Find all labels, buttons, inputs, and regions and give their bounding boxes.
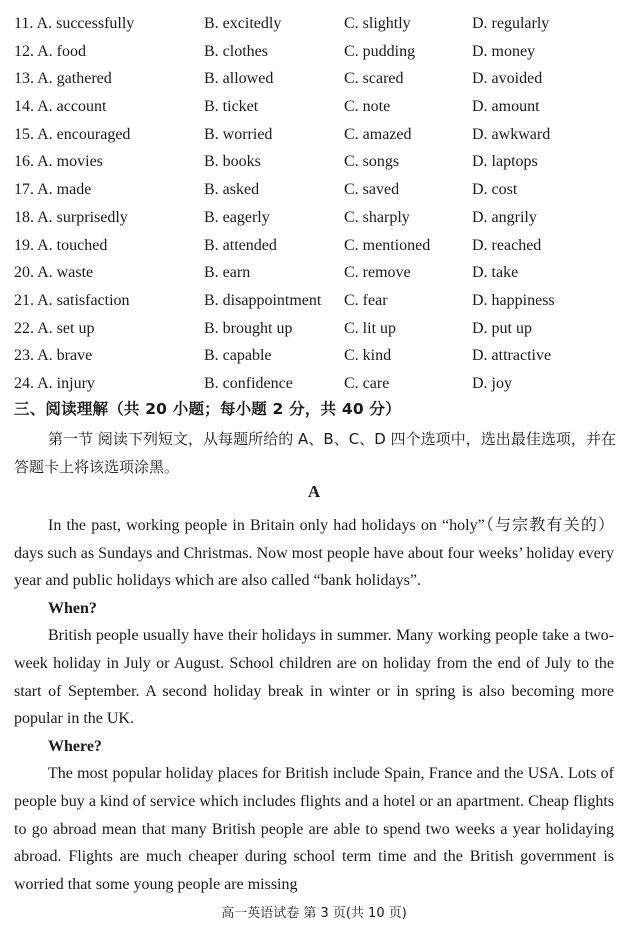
option-a: 23. A. brave	[14, 347, 93, 365]
option-row	[14, 93, 624, 121]
option-c: C. care	[344, 374, 390, 392]
option-c: C. amazed	[344, 125, 412, 143]
option-a: 17. A. made	[14, 181, 92, 199]
subheading-when: When?	[48, 599, 97, 617]
passage-label: A	[307, 482, 321, 501]
option-row	[14, 370, 624, 398]
option-row	[14, 287, 624, 315]
option-a: 19. A. touched	[14, 236, 108, 254]
option-d: D. cost	[472, 181, 518, 199]
option-b: B. asked	[204, 181, 260, 199]
passage	[14, 512, 614, 898]
page-footer: 高一英语试卷 第 3 页(共 10 页)	[221, 906, 407, 921]
option-b: B. disappointment	[204, 291, 322, 309]
option-row	[14, 176, 624, 204]
section-heading: 三、阅读理解（共 20 小题；每小题 2 分，共 40 分）	[14, 400, 401, 418]
option-c: C. slightly	[344, 15, 411, 32]
option-b: B. clothes	[204, 42, 268, 60]
options-list	[14, 10, 624, 398]
option-row	[14, 121, 624, 149]
option-d: D. amount	[472, 98, 540, 116]
option-b: B. capable	[204, 347, 272, 365]
option-d: D. attractive	[472, 347, 552, 365]
option-d: D. take	[472, 264, 519, 282]
option-a: 14. A. account	[14, 98, 107, 116]
option-a: 21. A. satisfaction	[14, 291, 130, 309]
option-row	[14, 259, 624, 287]
option-d: D. reached	[472, 236, 542, 254]
option-b: B. allowed	[204, 70, 274, 88]
option-row	[14, 204, 624, 232]
option-a: 11. A. successfully	[14, 15, 135, 32]
section-instructions: 第一节 阅读下列短文，从每题所给的 A、B、C、D 四个选项中，选出最佳选项，并在答题卡上将该选项涂黑。	[14, 430, 616, 476]
option-b: B. excitedly	[204, 15, 282, 32]
option-row	[14, 65, 624, 93]
option-b: B. confidence	[204, 374, 293, 392]
option-c: C. sharply	[344, 208, 410, 226]
option-a: 20. A. waste	[14, 264, 94, 282]
option-b: B. brought up	[204, 319, 293, 337]
option-a: 24. A. injury	[14, 374, 95, 392]
option-row	[14, 10, 624, 38]
option-d: D. money	[472, 42, 536, 60]
option-a: 22. A. set up	[14, 319, 95, 337]
option-c: C. fear	[344, 291, 388, 309]
option-d: D. happiness	[472, 291, 555, 309]
option-d: D. angrily	[472, 208, 537, 226]
option-d: D. regularly	[472, 15, 550, 32]
option-c: C. lit up	[344, 319, 397, 337]
option-c: C. pudding	[344, 42, 416, 60]
option-b: B. worried	[204, 125, 273, 143]
option-b: B. attended	[204, 236, 277, 254]
option-c: C. songs	[344, 153, 400, 171]
option-d: D. put up	[472, 319, 532, 337]
option-b: B. books	[204, 153, 261, 171]
option-a: 13. A. gathered	[14, 70, 112, 88]
option-a: 12. A. food	[14, 42, 87, 60]
subheading-where: Where?	[48, 737, 102, 755]
option-c: C. note	[344, 98, 391, 116]
option-b: B. ticket	[204, 98, 259, 116]
passage-intro: In the past, working people in Britain only had holidays on “holy”（与宗教有关的）days such as Sundays and Christmas. Now most people have about four weeks’ holiday every year and public holidays which are also called “bank holidays”.	[14, 517, 614, 590]
option-row	[14, 232, 624, 260]
option-row	[14, 148, 624, 176]
option-c: C. saved	[344, 181, 400, 199]
option-c: C. scared	[344, 70, 404, 88]
option-c: C. mentioned	[344, 236, 431, 254]
option-row	[14, 342, 624, 370]
passage-when-text: British people usually have their holidays in summer. Many working people take a two-week holiday in July or August. School children are on holiday from the end of July to the start of September. A second holiday break in winter or in spring is also becoming more popular in the UK.	[14, 627, 614, 728]
option-c: C. remove	[344, 264, 411, 282]
option-d: D. laptops	[472, 153, 538, 171]
option-row	[14, 38, 624, 66]
option-b: B. eagerly	[204, 208, 270, 226]
option-row	[14, 315, 624, 343]
option-a: 15. A. encouraged	[14, 125, 131, 143]
option-b: B. earn	[204, 264, 251, 282]
passage-where-text: The most popular holiday places for British include Spain, France and the USA. Lots of people buy a kind of service which includes flights and a hotel or an apartment. Cheap flights to go abroad mean that many British people are able to spend two weeks a year holidaying abroad. Flights are much cheaper during school term time and the British government is worried that some young people are missing	[14, 765, 614, 893]
option-d: D. joy	[472, 374, 512, 392]
option-c: C. kind	[344, 347, 392, 365]
option-a: 18. A. surprisedly	[14, 208, 128, 226]
option-d: D. avoided	[472, 70, 543, 88]
option-d: D. awkward	[472, 125, 551, 143]
option-a: 16. A. movies	[14, 153, 103, 171]
